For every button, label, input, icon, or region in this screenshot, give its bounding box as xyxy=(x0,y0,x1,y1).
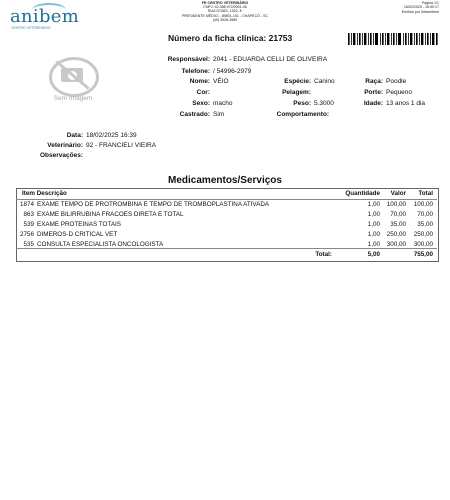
row-desc: EXAME PROTEINAS TOTAIS xyxy=(37,221,121,228)
data-value: 18/02/2025 16:39 xyxy=(86,132,137,139)
veterinario-label: Veterinário: xyxy=(47,142,83,149)
row-qty: 1,00 xyxy=(367,241,380,248)
row-desc: EXAME BILIRRUBINA FRACOES DIRETA E TOTAL xyxy=(37,211,184,218)
peso-value: 5.3000 xyxy=(314,100,334,107)
row-valor: 300,00 xyxy=(386,241,406,248)
clinic-city: PRESIDENTE MÉDICI - 89801-151 - CHAPECÓ - SC xyxy=(181,13,269,18)
total-label: Total: xyxy=(315,251,332,258)
row-code: 539 xyxy=(23,221,34,228)
pet-photo-placeholder xyxy=(47,57,99,103)
data-label: Data: xyxy=(66,132,83,139)
responsavel-value: 2041 - EDUARDA CELLI DE OLIVEIRA xyxy=(213,56,328,63)
row-code: 1874 xyxy=(19,201,34,208)
peso-label: Peso: xyxy=(293,100,311,107)
total-qty: 5,00 xyxy=(367,251,380,258)
telefone-value: / 54996-2979 xyxy=(213,68,252,75)
col-header-item: Item Descrição xyxy=(22,190,67,197)
services-title: Medicamentos/Serviços xyxy=(168,175,282,186)
barcode xyxy=(348,33,438,45)
row-desc: CONSULTA ESPECIALISTA ONCOLOGISTA xyxy=(37,241,164,248)
row-valor: 70,00 xyxy=(390,211,406,218)
clinic-cnpj: CNPJ: 42.388.972/0001-45 xyxy=(203,5,247,10)
col-header-qty: Quantidade xyxy=(345,190,380,197)
especie-value: Canino xyxy=(314,78,335,85)
raca-value: Poodle xyxy=(386,78,407,85)
telefone-label: Telefone: xyxy=(181,68,210,75)
sexo-value: macho xyxy=(213,100,233,107)
row-total: 70,00 xyxy=(417,211,433,218)
observacoes-label: Observações: xyxy=(40,152,83,159)
pelagem-label: Pelagem: xyxy=(282,89,311,96)
castrado-value: Sim xyxy=(213,111,225,118)
row-total: 250,00 xyxy=(413,231,433,238)
row-code: 863 xyxy=(23,211,34,218)
clinic-street: RUA GOIÁS, 1020, E xyxy=(207,9,243,14)
table-header-divider xyxy=(16,199,437,200)
row-desc: DIMEROS-D CRITICAL VET xyxy=(37,231,118,238)
ficha-label: Número da ficha clínica: xyxy=(168,33,267,43)
row-total: 300,00 xyxy=(413,241,433,248)
row-desc: EXAME TEMPO DE PROTROMBINA E TEMPO DE TROMBOPLASTINA ATIVADA xyxy=(37,201,270,208)
issued-by: Emitido por Vetamibem xyxy=(401,9,439,14)
row-code: 535 xyxy=(23,241,34,248)
row-valor: 100,00 xyxy=(386,201,406,208)
especie-label: Espécie: xyxy=(284,78,311,85)
row-total: 100,00 xyxy=(413,201,433,208)
clinic-phone: (49) 3026-3989 xyxy=(212,17,238,22)
row-qty: 1,00 xyxy=(367,221,380,228)
row-valor: 35,00 xyxy=(390,221,406,228)
col-header-valor: Valor xyxy=(390,190,406,197)
logo-name: anibem xyxy=(10,6,80,27)
print-datetime: 18/02/2025 - 16:50:17 xyxy=(403,5,439,10)
row-qty: 1,00 xyxy=(367,211,380,218)
logo-tagline: CENTRO VETERINÁRIO xyxy=(11,26,51,30)
raca-label: Raça: xyxy=(365,78,383,85)
clinic-logo xyxy=(10,4,86,34)
comportamento-label: Comportamento: xyxy=(276,111,329,118)
col-header-total: Total xyxy=(418,190,433,197)
ficha-number: 21753 xyxy=(268,33,293,43)
clinic-header xyxy=(150,1,300,22)
cor-label: Cor: xyxy=(196,89,210,96)
idade-label: Idade: xyxy=(363,100,383,107)
sexo-label: Sexo: xyxy=(192,100,210,107)
castrado-label: Castrado: xyxy=(179,111,210,118)
total-value: 755,00 xyxy=(413,251,433,258)
photo-label: Sem Imagem xyxy=(53,95,93,102)
row-total: 35,00 xyxy=(417,221,433,228)
idade-value: 13 anos 1 dia xyxy=(386,100,426,107)
row-qty: 1,00 xyxy=(367,231,380,238)
ficha-heading xyxy=(168,33,292,43)
table-total-divider xyxy=(16,248,437,249)
responsavel-label: Responsável: xyxy=(167,56,210,63)
row-code: 2756 xyxy=(19,231,34,238)
page-number: Página 1/1 xyxy=(421,1,439,5)
row-qty: 1,00 xyxy=(367,201,380,208)
clinic-name: FR CENTRO VETERINÁRIO xyxy=(201,1,249,5)
nome-label: Nome: xyxy=(189,78,210,85)
nome-value: VÉIO xyxy=(213,78,229,85)
veterinario-value: 92 - FRANCIELI VIEIRA xyxy=(86,142,157,149)
row-valor: 250,00 xyxy=(386,231,406,238)
porte-value: Pequeno xyxy=(386,89,413,96)
porte-label: Porte: xyxy=(364,89,383,96)
page-meta xyxy=(372,1,439,14)
